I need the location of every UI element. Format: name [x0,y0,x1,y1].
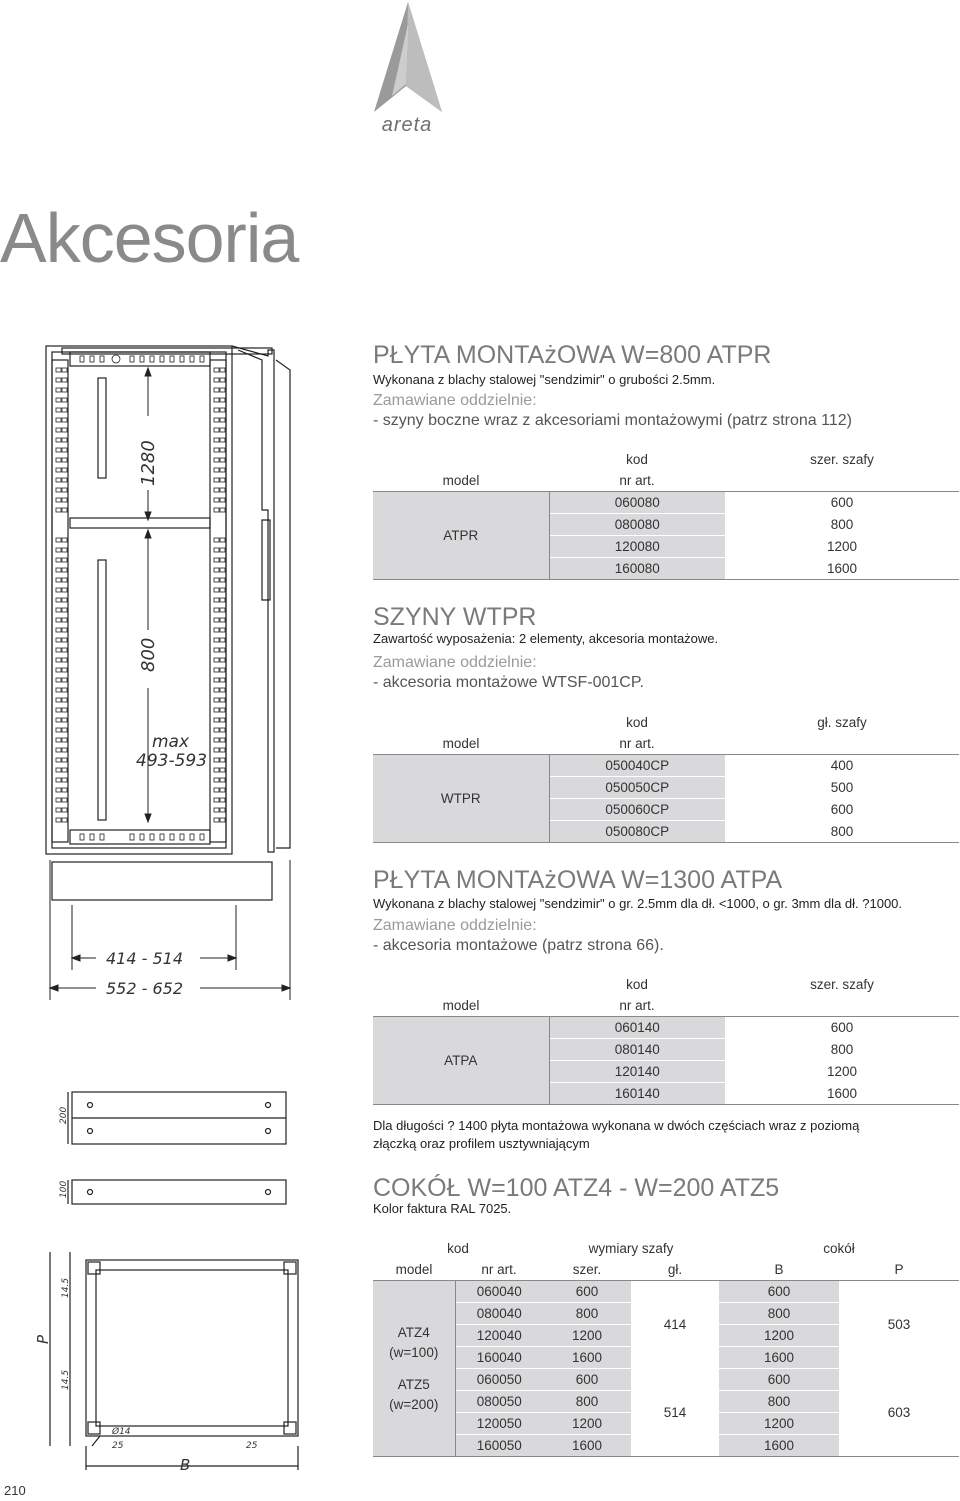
section-title-atpa: PŁYTA MONTAżOWA W=1300 ATPA [373,866,783,894]
dim-800: 800 [138,637,159,672]
table-atpa [373,974,959,1105]
header-kod: kod [626,715,648,730]
table-row: 050080CP 800 [373,821,959,843]
header-last: gł. szafy [817,715,867,730]
table-atpr [373,449,959,580]
gl-cell-1: 414 [631,1281,719,1369]
header-model: model [373,1259,455,1281]
note-line-2: złączką oraz profilem usztywniającym [373,1136,590,1151]
model-cell: WTPR [373,755,549,843]
dim-100: 100 [59,1180,69,1198]
table-row: 120140 1200 [373,1061,959,1083]
table-row: 080080 800 [373,514,959,536]
table-row: 120040 1200 1200 [373,1325,959,1347]
table-row: 120080 1200 [373,536,959,558]
technical-drawing [0,330,340,1501]
section-title-atz: COKÓŁ W=100 ATZ4 - W=200 ATZ5 [373,1174,780,1202]
dim-p: P [34,1334,52,1344]
dim-552-652: 552 - 652 [106,979,184,998]
dim-max: max [152,732,190,752]
header-p: P [839,1259,959,1281]
table-wtpr [373,712,959,843]
table-row: 050050CP 500 [373,777,959,799]
header-nr: nr art. [455,1259,543,1281]
model-cell-atz4: ATZ4 (w=100) [373,1281,455,1369]
dim-1280: 1280 [138,440,159,486]
dim-25-right: 25 [246,1441,258,1451]
table-row: 160140 1600 [373,1083,959,1105]
header-nr: nr art. [549,995,725,1017]
dim-14-5-bottom: 14.5 [61,1369,71,1390]
header-gl: gł. [631,1259,719,1281]
page-number: 210 [4,1483,26,1498]
header-kod: kod [626,977,648,992]
header-last: szer. szafy [810,977,874,992]
header-cokol: cokół [823,1241,855,1256]
header-nr: nr art. [549,470,725,492]
section-desc-atz: Kolor faktura RAL 7025. [373,1201,512,1216]
order-item-wtpr: - akcesoria montażowe WTSF-001CP. [373,674,644,691]
page-title: Akcesoria [0,199,299,277]
header-kod: kod [447,1241,469,1256]
section-title-wtpr: SZYNY WTPR [373,603,537,631]
header-b: B [719,1259,839,1281]
table-atz [373,1238,959,1457]
model-cell-atz5: ATZ5 (w=200) [373,1369,455,1457]
dim-25-left: 25 [112,1441,124,1451]
section-desc-atpa: Wykonana z blachy stalowej "sendzimir" o gr. 2.5mm dla dł. <1000, o gr. 3mm dla dł. ?1000. [373,896,903,911]
section-desc-wtpr: Zawartość wyposażenia: 2 elementy, akcesoria montażowe. [373,631,719,646]
model-cell: ATPR [373,492,549,580]
dim-14-5-top: 14.5 [61,1277,71,1298]
header-kod: kod [626,452,648,467]
dim-b: B [180,1456,191,1474]
note-line-1: Dla długości ? 1400 płyta montażowa wykonana w dwóch częściach wraz z poziomą [373,1118,860,1133]
order-item-atpa: - akcesoria montażowe (patrz strona 66). [373,937,664,954]
header-model: model [373,995,549,1017]
dim-200: 200 [59,1106,69,1124]
table-row: ATZ4 (w=100) 060040 600 414 600 503 [373,1281,959,1303]
order-heading-atpr: Zamawiane oddzielnie: [373,392,537,409]
dim-hole-diameter: Ø14 [112,1427,131,1437]
table-row: 080050 800 800 [373,1391,959,1413]
table-row: 160080 1600 [373,558,959,580]
header-last: szer. szafy [810,452,874,467]
table-row: 050060CP 600 [373,799,959,821]
dim-414-514: 414 - 514 [106,949,184,968]
header-model: model [373,470,549,492]
dim-range: 493-593 [136,751,208,771]
p-cell-2: 603 [839,1369,959,1457]
table-row: 160040 1600 1600 [373,1347,959,1369]
header-wymiary: wymiary szafy [588,1241,674,1256]
table-row: ATPA 060140 600 [373,1017,959,1039]
section-title-atpr: PŁYTA MONTAżOWA W=800 ATPR [373,341,772,369]
order-item-atpr: - szyny boczne wraz z akcesoriami montażowymi (patrz strona 112) [373,412,852,429]
header-model: model [373,733,549,755]
table-row: WTPR 050040CP 400 [373,755,959,777]
table-row: 120050 1200 1200 [373,1413,959,1435]
order-heading-atpa: Zamawiane oddzielnie: [373,917,537,934]
header-szer: szer. [543,1259,631,1281]
order-heading-wtpr: Zamawiane oddzielnie: [373,654,537,671]
p-cell-1: 503 [839,1281,959,1369]
table-row: ATZ5 (w=200) 060050 600 514 600 603 [373,1369,959,1391]
model-cell: ATPA [373,1017,549,1105]
table-row: 080040 800 800 [373,1303,959,1325]
brand-name: areta [381,114,433,136]
table-row: ATPR 060080 600 [373,492,959,514]
section-desc-atpr: Wykonana z blachy stalowej "sendzimir" o grubości 2.5mm. [373,372,716,387]
cabinet-frame [46,346,232,854]
table-row: 080140 800 [373,1039,959,1061]
header-nr: nr art. [549,733,725,755]
table-row: 160050 1600 1600 [373,1435,959,1457]
gl-cell-2: 514 [631,1369,719,1457]
